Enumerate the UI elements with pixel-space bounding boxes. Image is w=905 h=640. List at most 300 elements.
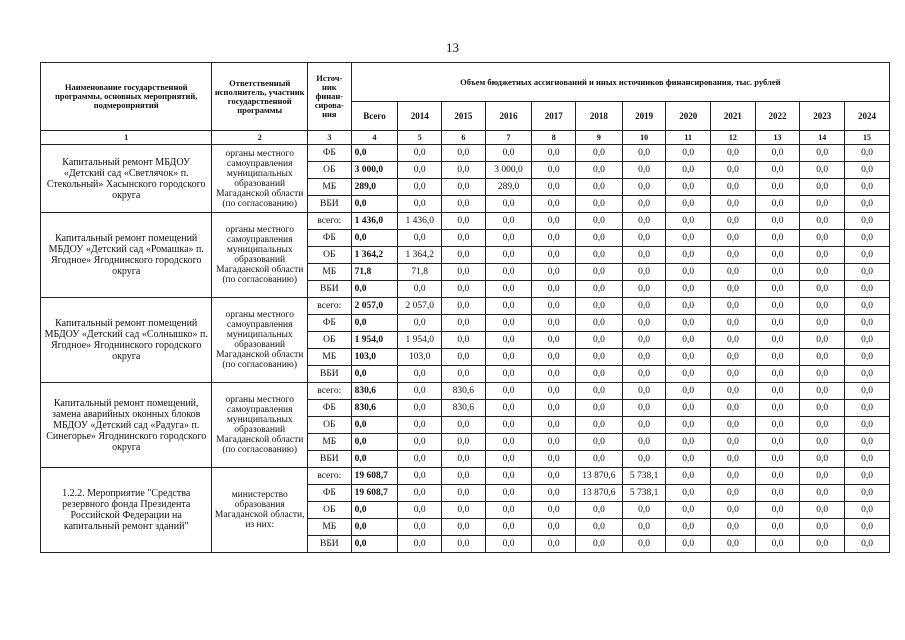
- year-value-cell: 0,0: [576, 451, 623, 468]
- year-value-cell: 0,0: [666, 264, 711, 281]
- year-value-cell: 0,0: [485, 349, 532, 366]
- year-value-cell: 0,0: [845, 502, 890, 519]
- year-value-cell: 0,0: [442, 281, 486, 298]
- year-value-cell: 0,0: [622, 383, 666, 400]
- year-value-cell: 0,0: [755, 281, 800, 298]
- year-value-cell: 0,0: [711, 179, 756, 196]
- year-value-cell: 0,0: [800, 400, 845, 417]
- year-value-cell: 0,0: [532, 264, 576, 281]
- year-value-cell: 0,0: [442, 247, 486, 264]
- year-value-cell: 0,0: [800, 485, 845, 502]
- year-value-cell: 0,0: [666, 383, 711, 400]
- year-value-cell: 0,0: [800, 247, 845, 264]
- table-row: [41, 383, 890, 400]
- year-value-cell: 0,0: [666, 468, 711, 485]
- year-value-cell: 0,0: [532, 366, 576, 383]
- year-value-cell: 0,0: [755, 400, 800, 417]
- year-value-cell: 0,0: [442, 264, 486, 281]
- year-value-cell: 0,0: [398, 400, 442, 417]
- column-number-row: [41, 131, 890, 145]
- year-value-cell: 0,0: [666, 145, 711, 162]
- year-value-cell: 0,0: [576, 196, 623, 213]
- year-value-cell: 0,0: [800, 196, 845, 213]
- year-value-cell: 0,0: [532, 281, 576, 298]
- year-value-cell: 0,0: [755, 366, 800, 383]
- source-cell: всего:: [308, 298, 352, 315]
- year-value-cell: 0,0: [711, 145, 756, 162]
- year-value-cell: 0,0: [755, 247, 800, 264]
- source-cell: ВБИ: [308, 451, 352, 468]
- year-value-cell: 0,0: [845, 247, 890, 264]
- header-year: 2018: [576, 102, 623, 131]
- year-value-cell: 0,0: [442, 502, 486, 519]
- source-cell: ФБ: [308, 400, 352, 417]
- year-value-cell: 0,0: [800, 451, 845, 468]
- column-number: 14: [800, 131, 845, 145]
- year-value-cell: 0,0: [622, 264, 666, 281]
- column-number: 6: [442, 131, 486, 145]
- year-value-cell: 0,0: [398, 485, 442, 502]
- year-value-cell: 0,0: [666, 247, 711, 264]
- table-row: [41, 298, 890, 315]
- column-number: 3: [308, 131, 352, 145]
- year-value-cell: 0,0: [711, 383, 756, 400]
- year-value-cell: 0,0: [442, 230, 486, 247]
- year-value-cell: 0,0: [845, 145, 890, 162]
- table-row: [41, 213, 890, 230]
- year-value-cell: 0,0: [622, 196, 666, 213]
- year-value-cell: 0,0: [398, 315, 442, 332]
- year-value-cell: 0,0: [442, 536, 486, 553]
- source-cell: ВБИ: [308, 281, 352, 298]
- year-value-cell: 0,0: [800, 230, 845, 247]
- year-value-cell: 0,0: [485, 468, 532, 485]
- executor-cell: органы местного самоуправления муниципальных образований Магаданской области (по согласованию): [212, 213, 308, 298]
- year-value-cell: 0,0: [442, 485, 486, 502]
- total-cell: 0,0: [351, 281, 398, 298]
- year-value-cell: 0,0: [755, 230, 800, 247]
- year-value-cell: 0,0: [442, 519, 486, 536]
- year-value-cell: 0,0: [532, 332, 576, 349]
- year-value-cell: 0,0: [666, 315, 711, 332]
- funding-table-container: [40, 62, 890, 553]
- year-value-cell: 0,0: [800, 383, 845, 400]
- total-cell: 19 608,7: [351, 485, 398, 502]
- column-number: 4: [351, 131, 398, 145]
- total-cell: 289,0: [351, 179, 398, 196]
- year-value-cell: 0,0: [622, 213, 666, 230]
- year-value-cell: 0,0: [845, 230, 890, 247]
- year-value-cell: 0,0: [755, 536, 800, 553]
- year-value-cell: 0,0: [755, 332, 800, 349]
- year-value-cell: 0,0: [622, 400, 666, 417]
- year-value-cell: 0,0: [711, 264, 756, 281]
- year-value-cell: 0,0: [532, 434, 576, 451]
- year-value-cell: 0,0: [576, 383, 623, 400]
- year-value-cell: 0,0: [622, 434, 666, 451]
- column-number: 7: [485, 131, 532, 145]
- year-value-cell: 0,0: [845, 536, 890, 553]
- year-value-cell: 0,0: [576, 434, 623, 451]
- year-value-cell: 0,0: [576, 349, 623, 366]
- year-value-cell: 0,0: [576, 162, 623, 179]
- header-year: 2016: [485, 102, 532, 131]
- year-value-cell: 0,0: [800, 434, 845, 451]
- header-funding: Объем бюджетных ассигнований и иных источников финансирования, тыс. рублей: [351, 63, 889, 102]
- source-cell: ВБИ: [308, 196, 352, 213]
- year-value-cell: 0,0: [398, 468, 442, 485]
- header-year: 2017: [532, 102, 576, 131]
- year-value-cell: 0,0: [845, 196, 890, 213]
- year-value-cell: 0,0: [800, 213, 845, 230]
- program-name-cell: Капитальный ремонт помещений МБДОУ «Детский сад «Ромашка» п. Ягодное» Ягоднинского городского округа: [41, 213, 212, 298]
- year-value-cell: 0,0: [532, 179, 576, 196]
- column-number: 2: [212, 131, 308, 145]
- table-row: [41, 145, 890, 162]
- year-value-cell: 0,0: [485, 519, 532, 536]
- year-value-cell: 0,0: [800, 298, 845, 315]
- year-value-cell: 0,0: [576, 400, 623, 417]
- year-value-cell: 0,0: [576, 281, 623, 298]
- source-cell: ОБ: [308, 247, 352, 264]
- year-value-cell: 0,0: [666, 366, 711, 383]
- total-cell: 0,0: [351, 315, 398, 332]
- year-value-cell: 0,0: [845, 264, 890, 281]
- header-source: Источ- ник финан- сирова- ния: [308, 63, 352, 131]
- source-cell: ФБ: [308, 315, 352, 332]
- program-name-cell: Капитальный ремонт МБДОУ «Детский сад «Светлячок» п. Стекольный» Хасынского городского округа: [41, 145, 212, 213]
- year-value-cell: 0,0: [755, 196, 800, 213]
- total-cell: 2 057,0: [351, 298, 398, 315]
- year-value-cell: 0,0: [800, 145, 845, 162]
- year-value-cell: 0,0: [622, 536, 666, 553]
- header-year: 2014: [398, 102, 442, 131]
- year-value-cell: 830,6: [442, 383, 486, 400]
- year-value-cell: 0,0: [845, 366, 890, 383]
- year-value-cell: 0,0: [532, 485, 576, 502]
- year-value-cell: 0,0: [755, 519, 800, 536]
- year-value-cell: 3 000,0: [485, 162, 532, 179]
- header-year: 2023: [800, 102, 845, 131]
- year-value-cell: 13 870,6: [576, 485, 623, 502]
- total-cell: 3 000,0: [351, 162, 398, 179]
- source-cell: ФБ: [308, 485, 352, 502]
- year-value-cell: 0,0: [622, 162, 666, 179]
- year-value-cell: 0,0: [711, 485, 756, 502]
- executor-cell: органы местного самоуправления муниципальных образований Магаданской области (по согласованию): [212, 298, 308, 383]
- year-value-cell: 0,0: [398, 196, 442, 213]
- year-value-cell: 1 954,0: [398, 332, 442, 349]
- header-year: 2020: [666, 102, 711, 131]
- source-cell: всего:: [308, 213, 352, 230]
- year-value-cell: 0,0: [755, 434, 800, 451]
- total-cell: 1 436,0: [351, 213, 398, 230]
- source-cell: всего:: [308, 383, 352, 400]
- year-value-cell: 0,0: [666, 536, 711, 553]
- program-name-cell: 1.2.2. Мероприятие "Средства резервного фонда Президента Российской Федерации на капитальный ремонт зданий": [41, 468, 212, 553]
- year-value-cell: 0,0: [755, 468, 800, 485]
- year-value-cell: 0,0: [755, 179, 800, 196]
- year-value-cell: 1 364,2: [398, 247, 442, 264]
- year-value-cell: 0,0: [398, 519, 442, 536]
- year-value-cell: 0,0: [485, 196, 532, 213]
- header-year: 2022: [755, 102, 800, 131]
- year-value-cell: 0,0: [755, 264, 800, 281]
- total-cell: 830,6: [351, 383, 398, 400]
- year-value-cell: 0,0: [711, 434, 756, 451]
- year-value-cell: 0,0: [442, 145, 486, 162]
- column-number: 5: [398, 131, 442, 145]
- total-cell: 0,0: [351, 145, 398, 162]
- year-value-cell: 0,0: [800, 179, 845, 196]
- total-cell: 0,0: [351, 417, 398, 434]
- program-name-cell: Капитальный ремонт помещений, замена аварийных оконных блоков МБДОУ «Детский сад «Радуга» п. Синегорье» Ягоднинского городского округа: [41, 383, 212, 468]
- year-value-cell: 0,0: [845, 468, 890, 485]
- year-value-cell: 0,0: [532, 383, 576, 400]
- year-value-cell: 0,0: [666, 213, 711, 230]
- source-cell: ВБИ: [308, 366, 352, 383]
- total-cell: 103,0: [351, 349, 398, 366]
- source-cell: ОБ: [308, 417, 352, 434]
- year-value-cell: 0,0: [485, 434, 532, 451]
- year-value-cell: 0,0: [398, 536, 442, 553]
- year-value-cell: 5 738,1: [622, 468, 666, 485]
- column-number: 9: [576, 131, 623, 145]
- year-value-cell: 0,0: [666, 400, 711, 417]
- year-value-cell: 0,0: [442, 298, 486, 315]
- year-value-cell: 0,0: [532, 315, 576, 332]
- year-value-cell: 0,0: [485, 400, 532, 417]
- header-year: 2015: [442, 102, 486, 131]
- year-value-cell: 0,0: [485, 281, 532, 298]
- year-value-cell: 0,0: [398, 451, 442, 468]
- year-value-cell: 0,0: [622, 451, 666, 468]
- year-value-cell: 0,0: [485, 264, 532, 281]
- year-value-cell: 0,0: [800, 502, 845, 519]
- year-value-cell: 0,0: [442, 366, 486, 383]
- column-number: 11: [666, 131, 711, 145]
- year-value-cell: 0,0: [442, 196, 486, 213]
- header-year: 2021: [711, 102, 756, 131]
- year-value-cell: 0,0: [711, 349, 756, 366]
- year-value-cell: 0,0: [755, 451, 800, 468]
- executor-cell: министерство образования Магаданской области, из них:: [212, 468, 308, 553]
- year-value-cell: 0,0: [711, 451, 756, 468]
- year-value-cell: 0,0: [845, 298, 890, 315]
- year-value-cell: 0,0: [532, 519, 576, 536]
- year-value-cell: 0,0: [666, 417, 711, 434]
- source-cell: ФБ: [308, 230, 352, 247]
- year-value-cell: 103,0: [398, 349, 442, 366]
- year-value-cell: 0,0: [576, 332, 623, 349]
- year-value-cell: 13 870,6: [576, 468, 623, 485]
- total-cell: 0,0: [351, 230, 398, 247]
- year-value-cell: 0,0: [532, 298, 576, 315]
- year-value-cell: 0,0: [800, 162, 845, 179]
- year-value-cell: 0,0: [485, 383, 532, 400]
- year-value-cell: 0,0: [711, 366, 756, 383]
- year-value-cell: 0,0: [666, 179, 711, 196]
- year-value-cell: 0,0: [398, 281, 442, 298]
- year-value-cell: 0,0: [845, 179, 890, 196]
- total-cell: 19 608,7: [351, 468, 398, 485]
- year-value-cell: 0,0: [755, 315, 800, 332]
- year-value-cell: 0,0: [485, 298, 532, 315]
- year-value-cell: 0,0: [576, 298, 623, 315]
- year-value-cell: 0,0: [711, 400, 756, 417]
- year-value-cell: 0,0: [442, 315, 486, 332]
- year-value-cell: 0,0: [800, 315, 845, 332]
- year-value-cell: 0,0: [845, 315, 890, 332]
- year-value-cell: 0,0: [622, 298, 666, 315]
- column-number: 13: [755, 131, 800, 145]
- year-value-cell: 0,0: [755, 383, 800, 400]
- source-cell: ФБ: [308, 145, 352, 162]
- year-value-cell: 0,0: [666, 332, 711, 349]
- column-number: 10: [622, 131, 666, 145]
- year-value-cell: 0,0: [622, 332, 666, 349]
- year-value-cell: 0,0: [576, 536, 623, 553]
- year-value-cell: 0,0: [532, 451, 576, 468]
- year-value-cell: 0,0: [666, 281, 711, 298]
- source-cell: МБ: [308, 264, 352, 281]
- column-number: 8: [532, 131, 576, 145]
- year-value-cell: 0,0: [576, 145, 623, 162]
- page-number: 13: [446, 40, 459, 55]
- total-cell: 0,0: [351, 502, 398, 519]
- table-body: [41, 145, 890, 553]
- year-value-cell: 0,0: [442, 349, 486, 366]
- year-value-cell: 0,0: [845, 434, 890, 451]
- column-number: 15: [845, 131, 890, 145]
- year-value-cell: 0,0: [532, 502, 576, 519]
- year-value-cell: 830,6: [442, 400, 486, 417]
- year-value-cell: 0,0: [398, 417, 442, 434]
- year-value-cell: 0,0: [485, 145, 532, 162]
- year-value-cell: 5 738,1: [622, 485, 666, 502]
- year-value-cell: 0,0: [532, 145, 576, 162]
- total-cell: 0,0: [351, 536, 398, 553]
- year-value-cell: 0,0: [711, 281, 756, 298]
- year-value-cell: 0,0: [532, 468, 576, 485]
- year-value-cell: 71,8: [398, 264, 442, 281]
- year-value-cell: 0,0: [755, 213, 800, 230]
- source-cell: ОБ: [308, 502, 352, 519]
- executor-cell: органы местного самоуправления муниципальных образований Магаданской области (по согласованию): [212, 383, 308, 468]
- year-value-cell: 0,0: [666, 451, 711, 468]
- source-cell: ОБ: [308, 162, 352, 179]
- year-value-cell: 0,0: [485, 536, 532, 553]
- year-value-cell: 0,0: [711, 196, 756, 213]
- year-value-cell: 0,0: [711, 332, 756, 349]
- year-value-cell: 0,0: [485, 485, 532, 502]
- year-value-cell: 0,0: [398, 162, 442, 179]
- year-value-cell: 0,0: [576, 247, 623, 264]
- year-value-cell: 0,0: [485, 451, 532, 468]
- year-value-cell: 0,0: [666, 196, 711, 213]
- year-value-cell: 0,0: [666, 162, 711, 179]
- year-value-cell: 0,0: [711, 247, 756, 264]
- source-cell: МБ: [308, 434, 352, 451]
- year-value-cell: 0,0: [755, 298, 800, 315]
- year-value-cell: 0,0: [576, 519, 623, 536]
- total-cell: 1 364,2: [351, 247, 398, 264]
- year-value-cell: 0,0: [622, 519, 666, 536]
- year-value-cell: 0,0: [666, 519, 711, 536]
- year-value-cell: 0,0: [800, 519, 845, 536]
- year-value-cell: 0,0: [666, 298, 711, 315]
- total-cell: 71,8: [351, 264, 398, 281]
- year-value-cell: 0,0: [398, 502, 442, 519]
- year-value-cell: 0,0: [576, 366, 623, 383]
- year-value-cell: 0,0: [442, 162, 486, 179]
- executor-cell: органы местного самоуправления муниципальных образований Магаданской области (по согласованию): [212, 145, 308, 213]
- year-value-cell: 0,0: [622, 179, 666, 196]
- year-value-cell: 0,0: [755, 145, 800, 162]
- year-value-cell: 0,0: [711, 417, 756, 434]
- year-value-cell: 0,0: [442, 451, 486, 468]
- year-value-cell: 0,0: [576, 264, 623, 281]
- year-value-cell: 0,0: [398, 434, 442, 451]
- year-value-cell: 0,0: [485, 247, 532, 264]
- year-value-cell: 0,0: [845, 485, 890, 502]
- column-number: 1: [41, 131, 212, 145]
- table-row: [41, 468, 890, 485]
- header-row: [41, 63, 890, 102]
- year-value-cell: 0,0: [845, 417, 890, 434]
- year-value-cell: 0,0: [711, 502, 756, 519]
- year-value-cell: 0,0: [576, 213, 623, 230]
- year-value-cell: 0,0: [622, 230, 666, 247]
- year-value-cell: 0,0: [442, 468, 486, 485]
- year-value-cell: 0,0: [576, 417, 623, 434]
- year-value-cell: 0,0: [711, 213, 756, 230]
- year-value-cell: 0,0: [532, 400, 576, 417]
- total-cell: 0,0: [351, 519, 398, 536]
- year-value-cell: 0,0: [622, 247, 666, 264]
- year-value-cell: 0,0: [666, 485, 711, 502]
- header-year: 2019: [622, 102, 666, 131]
- year-value-cell: 2 057,0: [398, 298, 442, 315]
- year-value-cell: 0,0: [845, 332, 890, 349]
- year-value-cell: 0,0: [711, 315, 756, 332]
- year-value-cell: 0,0: [622, 349, 666, 366]
- year-value-cell: 0,0: [711, 230, 756, 247]
- year-value-cell: 0,0: [845, 162, 890, 179]
- year-value-cell: 0,0: [532, 536, 576, 553]
- total-cell: 0,0: [351, 434, 398, 451]
- year-value-cell: 0,0: [845, 451, 890, 468]
- total-cell: 0,0: [351, 196, 398, 213]
- year-value-cell: 0,0: [755, 349, 800, 366]
- year-value-cell: 0,0: [485, 502, 532, 519]
- year-value-cell: 0,0: [485, 213, 532, 230]
- header-executor: Ответственный исполнитель, участник государственной программы: [212, 63, 308, 131]
- year-value-cell: 0,0: [532, 196, 576, 213]
- year-value-cell: 0,0: [398, 383, 442, 400]
- year-value-cell: 0,0: [398, 145, 442, 162]
- year-value-cell: 0,0: [800, 468, 845, 485]
- year-value-cell: 0,0: [622, 366, 666, 383]
- year-value-cell: 0,0: [845, 400, 890, 417]
- year-value-cell: 0,0: [622, 315, 666, 332]
- year-value-cell: 0,0: [711, 162, 756, 179]
- program-name-cell: Капитальный ремонт помещений МБДОУ «Детский сад «Солнышко» п. Ягодное» Ягоднинского городского округа: [41, 298, 212, 383]
- year-value-cell: 0,0: [532, 349, 576, 366]
- year-value-cell: 0,0: [622, 417, 666, 434]
- year-value-cell: 0,0: [711, 298, 756, 315]
- source-cell: МБ: [308, 179, 352, 196]
